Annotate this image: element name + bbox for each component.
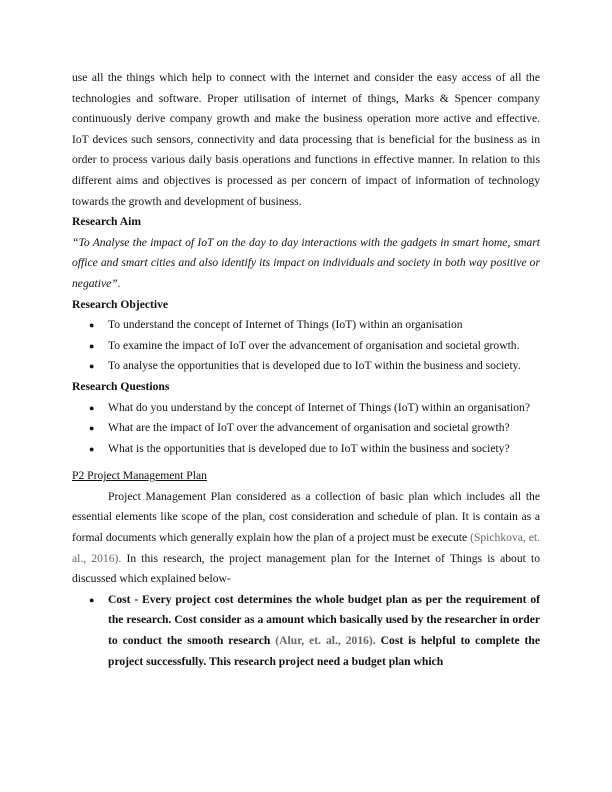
list-item: [72, 315, 540, 336]
research-objective-heading: Research Objective: [72, 297, 169, 311]
document-page: [72, 68, 540, 672]
list-item: [72, 398, 540, 419]
bullet-icon: ●: [89, 340, 95, 351]
cost-citation: (Alur, et. al., 2016).: [275, 634, 376, 648]
bullet-icon: ●: [89, 423, 95, 434]
research-aim-text: “To Analyse the impact of IoT on the day to day interactions with the gadgets in smart home, smart office and smart cities and also identify its impact on individuals and society in both way positive or negative”.: [72, 235, 540, 290]
bullet-icon: ●: [89, 443, 95, 454]
cost-label: Cost -: [108, 592, 139, 606]
research-questions-heading: Research Questions: [72, 379, 170, 393]
bullet-icon: ●: [89, 402, 95, 413]
research-questions-list: [72, 398, 540, 460]
intro-paragraph: use all the things which help to connect with the internet and consider the easy access of all the technologies and software. Proper utilisation of internet of things, Marks & Spencer company continuously derive company growth and make the business operation more active and effective. IoT devices such sensors, connectivity and data processing that is beneficial for the business as in order to process various daily basis operations and functions in effective manner. In relation to this different aims and objectives is processed as per concern of impact of information of technology towards the growth and development of business.: [72, 71, 540, 208]
list-item-text: To analyse the opportunities that is developed due to IoT within the business and society.: [108, 359, 521, 373]
bullet-icon: ●: [89, 320, 95, 331]
list-item: [72, 418, 540, 439]
bullet-icon: ●: [89, 361, 95, 372]
p2-section-title: P2 Project Management Plan: [72, 469, 207, 483]
list-item-text: To examine the impact of IoT over the advancement of organisation and societal growth.: [108, 338, 520, 352]
p2-text-part2: In this research, the project management plan for the Internet of Things is about to discussed which explained below-: [72, 551, 541, 586]
list-item: [72, 336, 540, 357]
bullet-icon: ●: [89, 594, 95, 605]
list-item-text: To understand the concept of Internet of Things (IoT) within an organisation: [108, 318, 463, 332]
list-item: [72, 356, 540, 377]
p2-text-part1: Project Management Plan considered as a collection of basic plan which includes all the essential elements like scope of the plan, cost consideration and schedule of plan. It is contain as a formal documents which generally explain how the plan of a project must be execute: [72, 489, 540, 545]
research-aim-heading: Research Aim: [72, 215, 142, 229]
research-objective-list: [72, 315, 540, 377]
cost-text-part1: Every project cost determines the whole budget plan as per the requirement of the research. Cost consider as a amount which basically used by the researcher in order to conduct the smooth research: [108, 592, 540, 648]
p2-plan-list: [72, 590, 540, 672]
cost-text-part2: Cost is helpful to complete the project successfully. This research project need a budget plan which: [108, 634, 540, 668]
list-item-text: What are the impact of IoT over the advancement of organisation and societal growth?: [108, 421, 510, 435]
list-item: [72, 590, 540, 672]
p2-paragraph: [72, 487, 540, 590]
list-item-text: What do you understand by the concept of Internet of Things (IoT) within an organisation?: [108, 400, 530, 414]
list-item: [72, 439, 540, 460]
p2-citation: (Spichkova, et. al., 2016).: [72, 531, 541, 565]
list-item-text: What is the opportunities that is developed due to IoT within the business and society?: [108, 441, 510, 455]
